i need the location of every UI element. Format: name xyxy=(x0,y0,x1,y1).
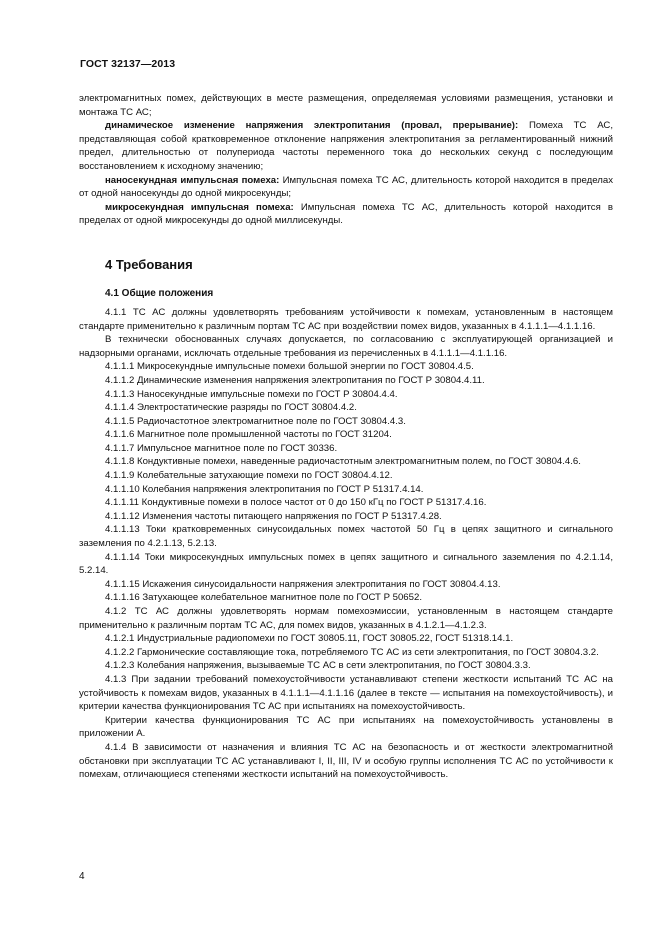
definition-term: наносекундная импульсная помеха: xyxy=(105,174,280,186)
paragraph: 4.1.1 ТС АС должны удовлетворять требованиям устойчивости к помехам, установленным в настоящем стандарте применительно к различным портам ТС АС при воздействии помех видов, указанных в 4.1.1.1—4.1.1.16. xyxy=(79,306,613,332)
definition-paragraph xyxy=(79,119,613,173)
paragraph: 4.1.1.3 Наносекундные импульсные помехи по ГОСТ Р 30804.4.4. xyxy=(105,388,398,400)
paragraph: 4.1.1.12 Изменения частоты питающего напряжения по ГОСТ Р 51317.4.28. xyxy=(105,510,442,522)
paragraph: 4.1.1.14 Токи микросекундных импульсных помех в цепях защитного и сигнального заземления по 4.2.1.14, 5.2.14. xyxy=(79,551,613,577)
definition-paragraph xyxy=(79,174,613,201)
definition-text: Помеха ТС АС, представляющая собой кратковременное отклонение напряжения электропитания за регламентированный нижний предел, длительностью от полупериода частоты переменного тока до нескольких секунд с последующим восстановлением к исходному значению; xyxy=(79,120,613,172)
paragraph: 4.1.2 ТС АС должны удовлетворять нормам помехоэмиссии, установленным в настоящем стандарте применительно к различным портам ТС АС, для помех видов, указанных в 4.1.2.1—4.1.2.3. xyxy=(79,606,613,631)
paragraph: 4.1.3 При задании требований помехоустойчивости устанавливают степени жесткости испытаний ТС АС на устойчивость к помехам видов, указанных в 4.1.1.1—4.1.1.16 (далее в тексте — испытания на помехоустойчивость), и критерии качества функционирования ТС АС при испытаниях на помехоустойчивость. xyxy=(79,673,613,713)
definition-text: электромагнитных помех, действующих в месте размещения, определяемая условиями размещения, установки и монтажа ТС АС; xyxy=(79,93,613,118)
paragraph: 4.1.4 В зависимости от назначения и влияния ТС АС на безопасность и от жесткости электромагнитной обстановки при эксплуатации ТС АС устанавливают I, II, III, IV и особую группы исполнения ТС АС по устойчивости к помехам, отличающиеся степенями жесткости испытаний на помехоустойчивость. xyxy=(79,741,613,781)
paragraph: 4.1.1.9 Колебательные затухающие помехи по ГОСТ 30804.4.12. xyxy=(105,470,393,482)
paragraph: 4.1.1.4 Электростатические разряды по ГОСТ 30804.4.2. xyxy=(105,402,357,414)
page-body xyxy=(79,92,613,782)
paragraph: 4.1.2.1 Индустриальные радиопомехи по ГОСТ 30805.11, ГОСТ 30805.22, ГОСТ 51318.14.1. xyxy=(105,633,514,645)
paragraph: 4.1.1.16 Затухающее колебательное магнитное поле по ГОСТ Р 50652. xyxy=(105,592,422,604)
page-number: 4 xyxy=(79,871,85,882)
paragraph: 4.1.2.3 Колебания напряжения, вызываемые ТС АС в сети электропитания, по ГОСТ 30804.3.3. xyxy=(105,660,531,672)
paragraph: В технически обоснованных случаях допускается, по согласованию с эксплуатирующей организацией и надзорными органами, исключать отдельные требования из перечисленных в 4.1.1.1—4.1.1.16. xyxy=(79,334,613,359)
paragraph: 4.1.1.13 Токи кратковременных синусоидальных помех частотой 50 Гц в цепях защитного и сигнального заземления по 4.2.1.13, 5.2.13. xyxy=(79,524,613,550)
paragraph: 4.1.1.11 Кондуктивные помехи в полосе частот от 0 до 150 кГц по ГОСТ Р 51317.4.16. xyxy=(105,497,487,509)
paragraph: 4.1.1.10 Колебания напряжения электропитания по ГОСТ Р 51317.4.14. xyxy=(105,483,424,495)
paragraph: 4.1.1.1 Микросекундные импульсные помехи большой энергии по ГОСТ 30804.4.5. xyxy=(105,361,474,373)
paragraph: 4.1.1.8 Кондуктивные помехи, наведенные радиочастотным электромагнитным полем, по ГОСТ 30804.4.6. xyxy=(105,456,581,468)
paragraph: 4.1.1.6 Магнитное поле промышленной частоты по ГОСТ 31204. xyxy=(105,429,392,441)
definition-paragraph xyxy=(79,201,613,228)
definition-paragraph xyxy=(79,92,613,119)
paragraph: Критерии качества функционирования ТС АС при испытаниях на помехоустойчивость установлены в приложении А. xyxy=(79,714,613,740)
definition-term: динамическое изменение напряжения электропитания (провал, прерывание): xyxy=(105,120,519,132)
definition-text: Импульсная помеха ТС АС, длительность которой находится в пределах от одной наносекунды до одной микросекунды; xyxy=(79,174,613,200)
document-header: ГОСТ 32137—2013 xyxy=(80,58,176,70)
paragraphs-block xyxy=(79,306,613,782)
paragraph: 4.1.1.15 Искажения синусоидальности напряжения электропитания по ГОСТ 30804.4.13. xyxy=(105,578,501,590)
paragraph: 4.1.2.2 Гармонические составляющие тока, потребляемого ТС АС из сети электропитания, по ГОСТ 30804.3.2. xyxy=(105,646,599,658)
paragraph: 4.1.1.2 Динамические изменения напряжения электропитания по ГОСТ Р 30804.4.11. xyxy=(105,374,485,386)
subsection-title: 4.1 Общие положения xyxy=(105,287,214,299)
definitions-block xyxy=(79,92,613,228)
definition-term: микросекундная импульсная помеха: xyxy=(105,201,294,213)
paragraph: 4.1.1.7 Импульсное магнитное поле по ГОСТ 30336. xyxy=(105,442,338,454)
paragraph: 4.1.1.5 Радиочастотное электромагнитное поле по ГОСТ 30804.4.3. xyxy=(105,415,406,427)
section-title: 4 Требования xyxy=(105,256,193,272)
definition-text: Импульсная помеха ТС АС, длительность которой находится в пределах от одной микросекунды до одной миллисекунды. xyxy=(79,201,613,227)
